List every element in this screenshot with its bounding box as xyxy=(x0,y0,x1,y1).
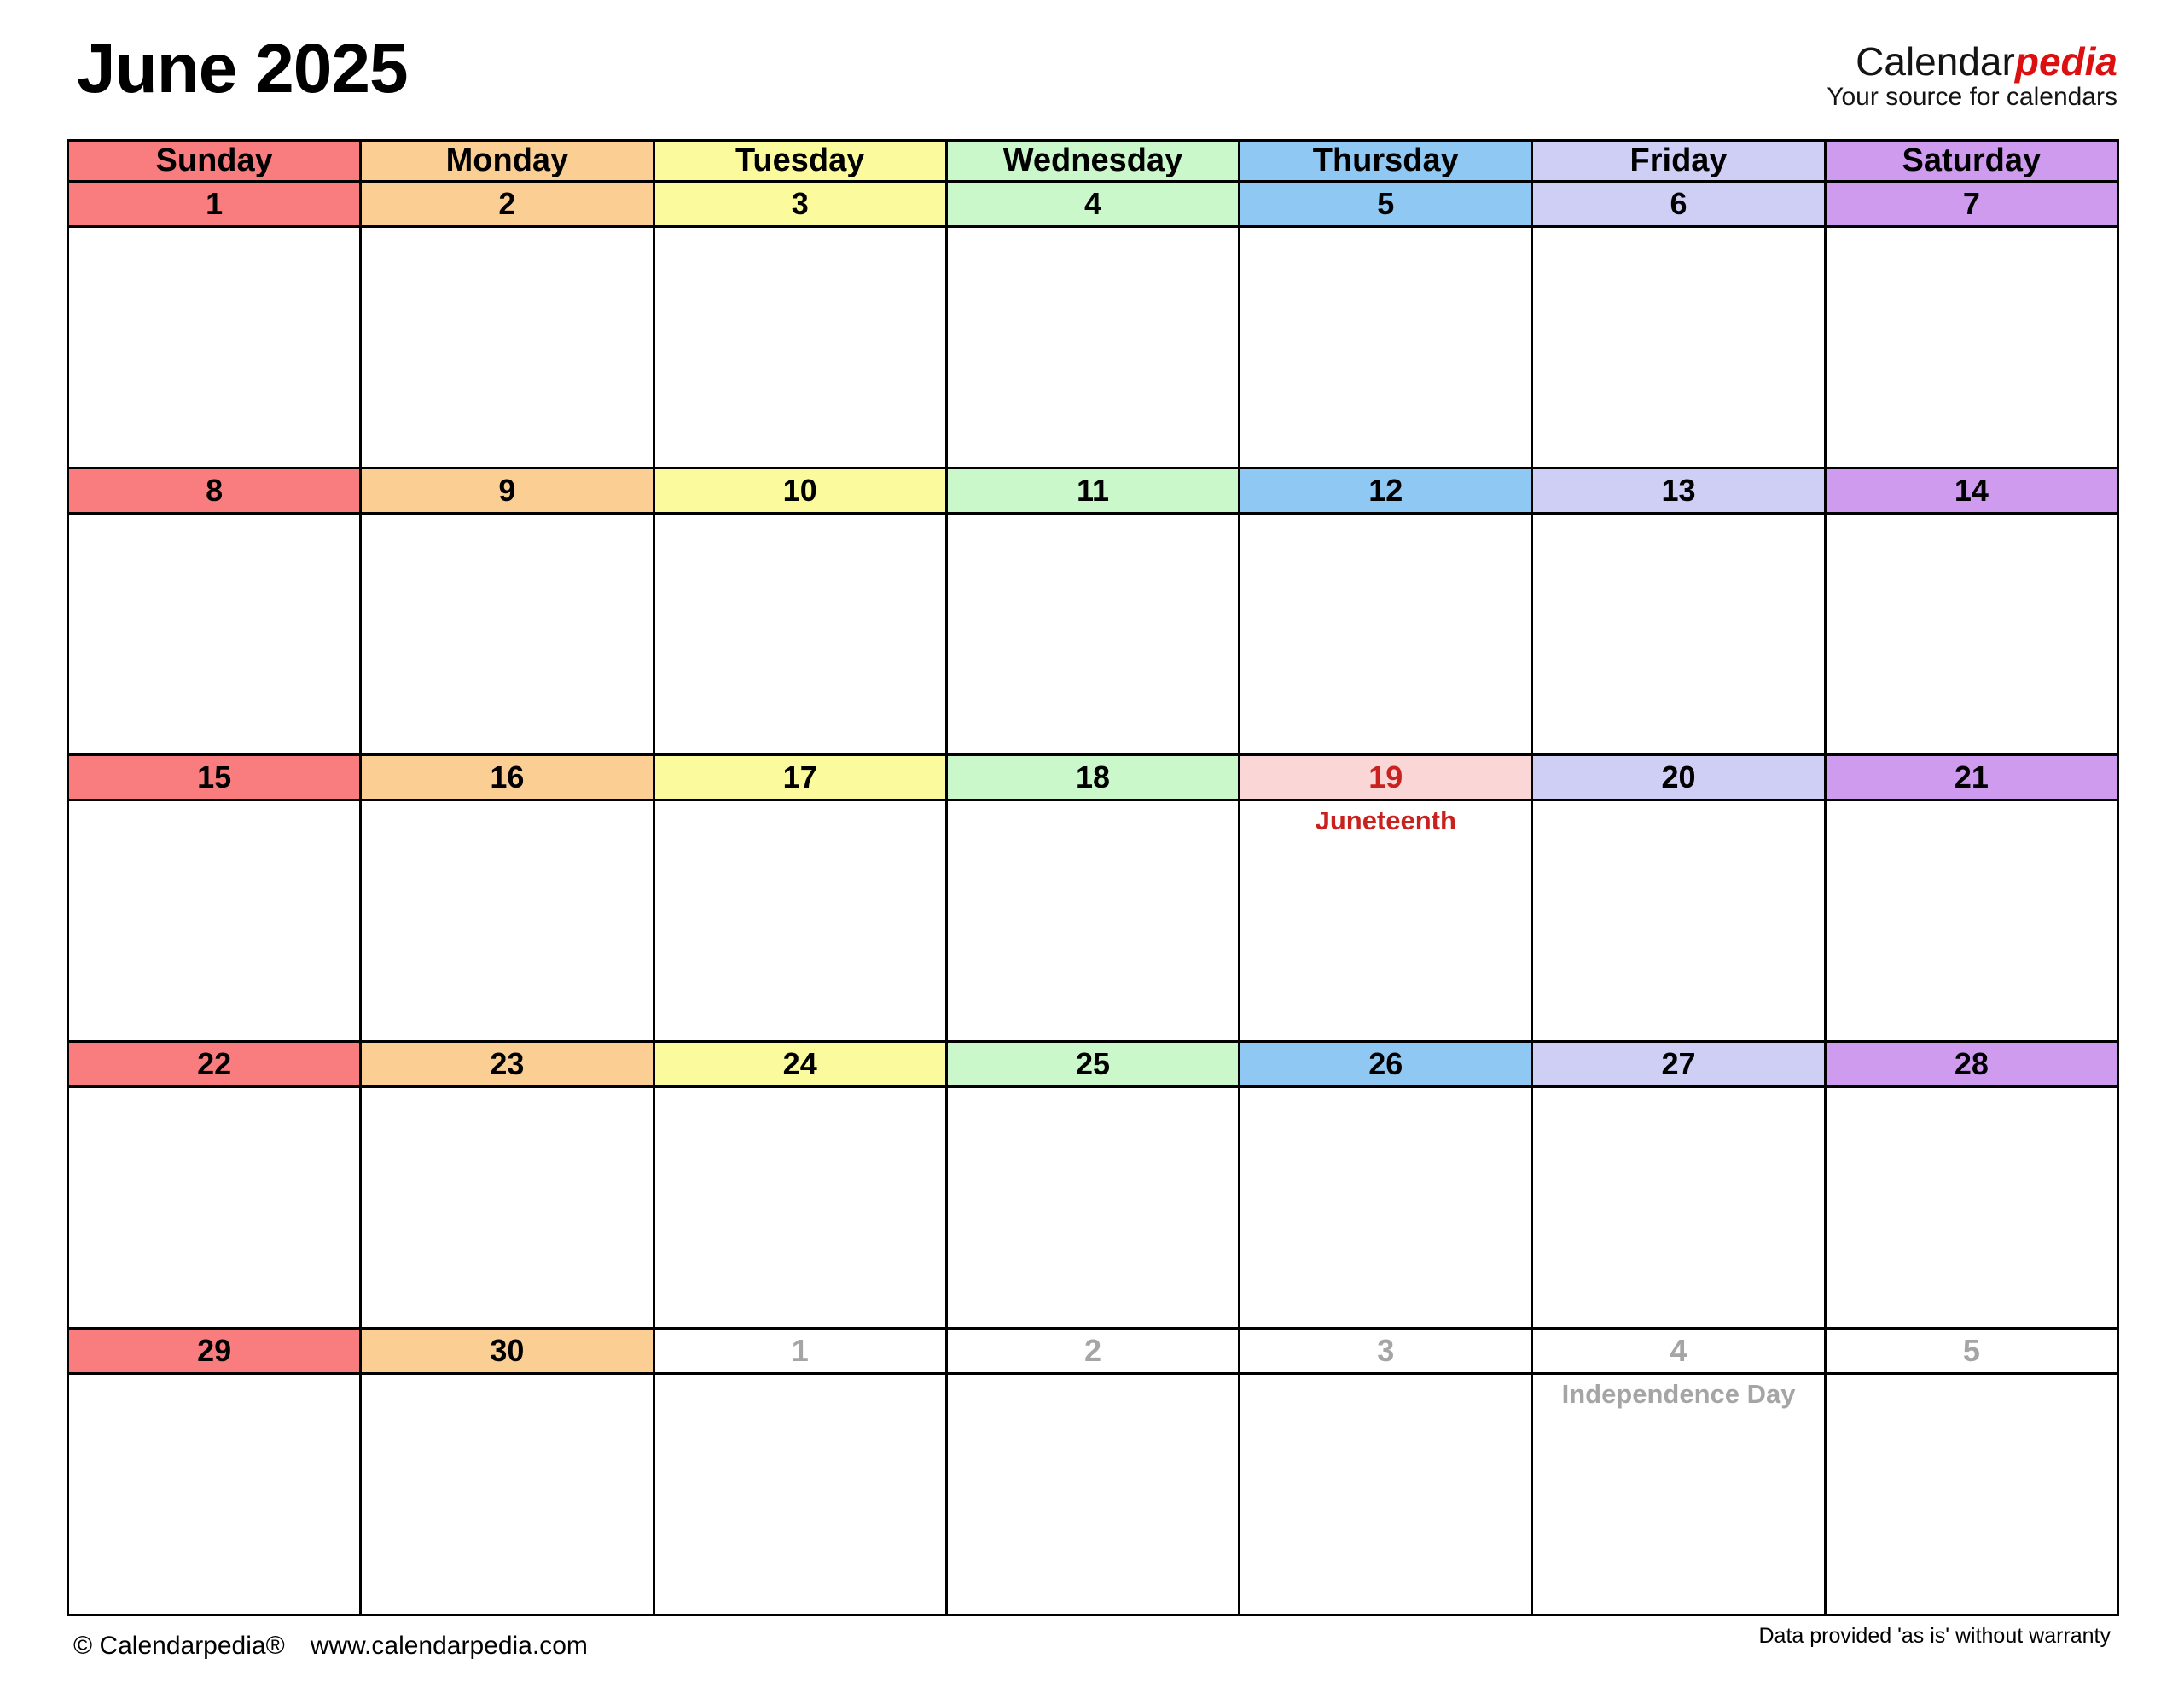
day-body-cell-june-27 xyxy=(1532,1087,1825,1329)
date-cell-june-4: 4 xyxy=(946,182,1239,227)
week-4-body-row xyxy=(68,1087,2118,1329)
day-body-cell-june-3 xyxy=(653,227,946,468)
day-body-cell-june-22 xyxy=(68,1087,361,1329)
day-body-cell-july-4 xyxy=(1532,1374,1825,1615)
date-cell-june-17: 17 xyxy=(653,755,946,800)
calendar-table xyxy=(67,139,2119,1616)
weekday-header-thursday: Thursday xyxy=(1240,141,1532,182)
week-2-body-row xyxy=(68,514,2118,755)
day-body-cell-june-16 xyxy=(361,800,653,1042)
week-4-date-row xyxy=(68,1042,2118,1087)
day-body-cell-june-7 xyxy=(1825,227,2117,468)
event-label-juneteenth: Juneteenth xyxy=(1315,806,1456,835)
date-cell-june-9: 9 xyxy=(361,468,653,514)
week-2-date-row xyxy=(68,468,2118,514)
day-body-cell-june-21 xyxy=(1825,800,2117,1042)
day-body-cell-june-12 xyxy=(1240,514,1532,755)
logo-calendar-text: Calendar xyxy=(1856,39,2015,84)
day-body-cell-june-8 xyxy=(68,514,361,755)
week-5-body-row xyxy=(68,1374,2118,1615)
day-body-cell-june-19 xyxy=(1240,800,1532,1042)
event-label-independence-day: Independence Day xyxy=(1561,1379,1796,1409)
date-cell-june-16: 16 xyxy=(361,755,653,800)
date-cell-july-1: 1 xyxy=(653,1329,946,1374)
date-cell-july-4: 4 xyxy=(1532,1329,1825,1374)
day-body-cell-july-5 xyxy=(1825,1374,2117,1615)
day-body-cell-june-29 xyxy=(68,1374,361,1615)
day-body-cell-june-26 xyxy=(1240,1087,1532,1329)
day-body-cell-july-3 xyxy=(1240,1374,1532,1615)
day-body-cell-june-10 xyxy=(653,514,946,755)
date-cell-july-2: 2 xyxy=(946,1329,1239,1374)
date-cell-june-27: 27 xyxy=(1532,1042,1825,1087)
date-cell-june-15: 15 xyxy=(68,755,361,800)
date-cell-june-14: 14 xyxy=(1825,468,2117,514)
footer-disclaimer: Data provided 'as is' without warranty xyxy=(1758,1624,2111,1648)
day-body-cell-june-17 xyxy=(653,800,946,1042)
day-body-cell-june-5 xyxy=(1240,227,1532,468)
website-url: www.calendarpedia.com xyxy=(310,1632,588,1660)
logo xyxy=(1827,41,2117,111)
logo-tagline: Your source for calendars xyxy=(1827,82,2117,111)
date-cell-june-29: 29 xyxy=(68,1329,361,1374)
logo-pedia-text: pedia xyxy=(2014,39,2117,84)
date-cell-june-23: 23 xyxy=(361,1042,653,1087)
date-cell-june-26: 26 xyxy=(1240,1042,1532,1087)
day-body-cell-june-23 xyxy=(361,1087,653,1329)
day-body-cell-july-2 xyxy=(946,1374,1239,1615)
date-cell-june-10: 10 xyxy=(653,468,946,514)
day-body-cell-june-6 xyxy=(1532,227,1825,468)
week-1-date-row xyxy=(68,182,2118,227)
day-body-cell-june-20 xyxy=(1532,800,1825,1042)
footer-copyright xyxy=(73,1632,588,1661)
day-body-cell-june-9 xyxy=(361,514,653,755)
date-cell-june-24: 24 xyxy=(653,1042,946,1087)
date-cell-june-5: 5 xyxy=(1240,182,1532,227)
date-cell-june-25: 25 xyxy=(946,1042,1239,1087)
week-5-date-row xyxy=(68,1329,2118,1374)
date-cell-june-7: 7 xyxy=(1825,182,2117,227)
day-body-cell-june-28 xyxy=(1825,1087,2117,1329)
date-cell-june-20: 20 xyxy=(1532,755,1825,800)
day-body-cell-june-30 xyxy=(361,1374,653,1615)
day-body-cell-june-25 xyxy=(946,1087,1239,1329)
day-body-cell-june-2 xyxy=(361,227,653,468)
date-cell-june-12: 12 xyxy=(1240,468,1532,514)
day-body-cell-june-24 xyxy=(653,1087,946,1329)
week-3-date-row xyxy=(68,755,2118,800)
date-cell-july-3: 3 xyxy=(1240,1329,1532,1374)
date-cell-june-22: 22 xyxy=(68,1042,361,1087)
date-cell-june-19: 19 xyxy=(1240,755,1532,800)
day-body-cell-june-18 xyxy=(946,800,1239,1042)
date-cell-june-1: 1 xyxy=(68,182,361,227)
page-title: June 2025 xyxy=(77,30,408,108)
date-cell-june-30: 30 xyxy=(361,1329,653,1374)
date-cell-june-13: 13 xyxy=(1532,468,1825,514)
date-cell-june-8: 8 xyxy=(68,468,361,514)
week-3-body-row xyxy=(68,800,2118,1042)
date-cell-june-18: 18 xyxy=(946,755,1239,800)
date-cell-june-3: 3 xyxy=(653,182,946,227)
day-body-cell-june-1 xyxy=(68,227,361,468)
date-cell-june-6: 6 xyxy=(1532,182,1825,227)
weekday-header-tuesday: Tuesday xyxy=(653,141,946,182)
copyright-text: © Calendarpedia® xyxy=(73,1632,285,1660)
weekday-header-sunday: Sunday xyxy=(68,141,361,182)
date-cell-june-11: 11 xyxy=(946,468,1239,514)
day-body-cell-july-1 xyxy=(653,1374,946,1615)
date-cell-july-5: 5 xyxy=(1825,1329,2117,1374)
weekday-header-row xyxy=(68,141,2118,182)
day-body-cell-june-14 xyxy=(1825,514,2117,755)
day-body-cell-june-11 xyxy=(946,514,1239,755)
day-body-cell-june-13 xyxy=(1532,514,1825,755)
weekday-header-wednesday: Wednesday xyxy=(946,141,1239,182)
date-cell-june-28: 28 xyxy=(1825,1042,2117,1087)
date-cell-june-21: 21 xyxy=(1825,755,2117,800)
weekday-header-monday: Monday xyxy=(361,141,653,182)
logo-wordmark xyxy=(1827,41,2117,84)
day-body-cell-june-4 xyxy=(946,227,1239,468)
week-1-body-row xyxy=(68,227,2118,468)
date-cell-june-2: 2 xyxy=(361,182,653,227)
weekday-header-friday: Friday xyxy=(1532,141,1825,182)
weekday-header-saturday: Saturday xyxy=(1825,141,2117,182)
day-body-cell-june-15 xyxy=(68,800,361,1042)
